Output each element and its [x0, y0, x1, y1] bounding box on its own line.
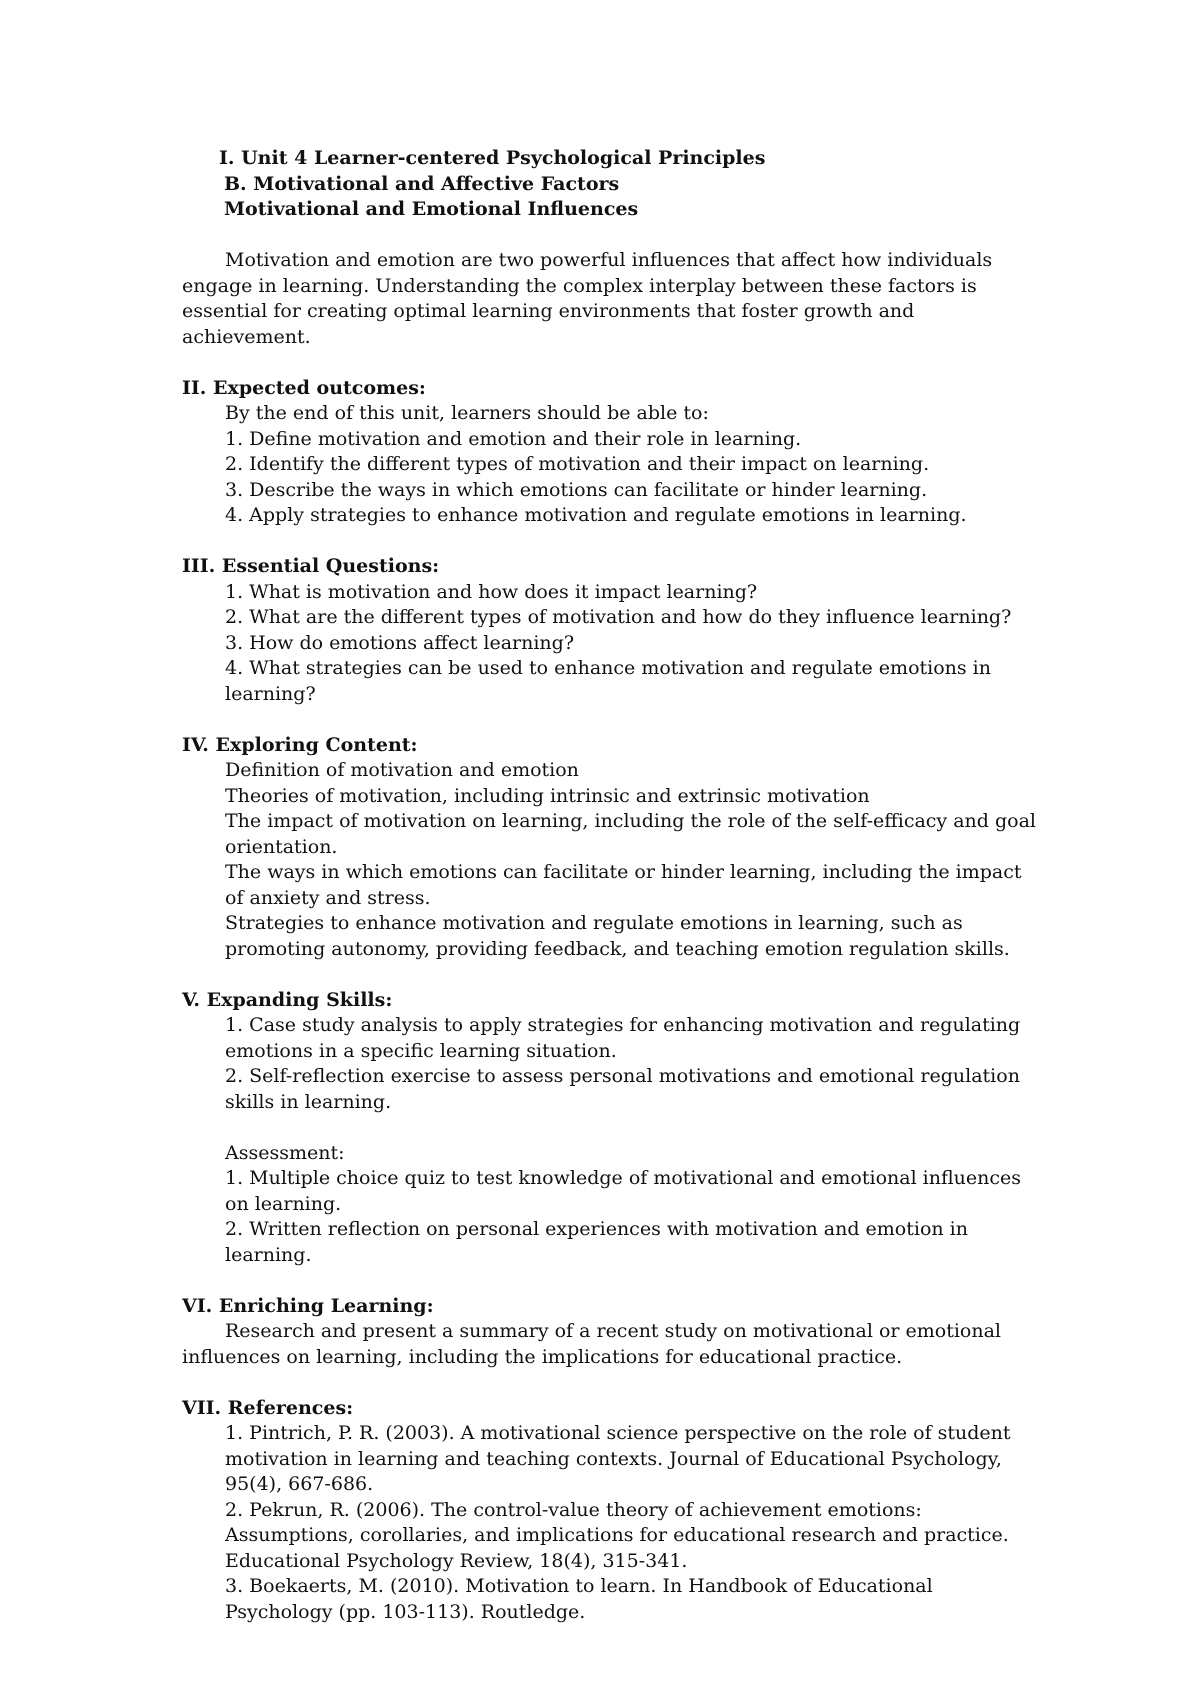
list-item: 1. Multiple choice quiz to test knowledge of motivational and emotional influences on learning. [225, 1167, 1022, 1215]
list-item: Theories of motivation, including intrinsic and extrinsic motivation [225, 784, 870, 807]
outcomes-list [182, 401, 1042, 529]
list-item: The impact of motivation on learning, including the role of the self-efficacy and goal orientation. [225, 810, 1036, 858]
list-item: 3. How do emotions affect learning? [225, 631, 575, 654]
list-item: Strategies to enhance motivation and regulate emotions in learning, such as promoting autonomy, providing feedback, and teaching emotion regulation skills. [225, 912, 1010, 960]
list-item: 1. Define motivation and emotion and their role in learning. [225, 427, 802, 450]
content-heading: IV. Exploring Content: [182, 733, 418, 756]
questions-section [182, 554, 1042, 707]
unit-title: I. Unit 4 Learner-centered Psychological Principles [219, 147, 766, 169]
questions-list [182, 580, 1042, 708]
list-item: 4. What strategies can be used to enhance motivation and regulate emotions in learning? [225, 657, 991, 705]
assessment-label: Assessment: [225, 1141, 345, 1164]
skills-heading: V. Expanding Skills: [182, 988, 393, 1011]
skills-section [182, 988, 1042, 1269]
content-list [182, 758, 1042, 962]
list-item: 2. Written reflection on personal experiences with motivation and emotion in learning. [225, 1218, 968, 1266]
reference-item: 1. Pintrich, P. R. (2003). A motivational science perspective on the role of student motivation in learning and teaching contexts. Journal of Educational Psychology, 95(4), 667-686. [225, 1422, 1011, 1495]
section-subtitle: B. Motivational and Affective Factors [224, 172, 620, 195]
outcomes-lead: By the end of this unit, learners should be able to: [225, 402, 709, 424]
references-section [182, 1396, 1042, 1626]
list-item: The ways in which emotions can facilitate or hinder learning, including the impact of anxiety and stress. [225, 861, 1022, 909]
list-item: 4. Apply strategies to enhance motivation and regulate emotions in learning. [225, 504, 967, 526]
references-list [182, 1421, 1042, 1625]
list-item: 1. Case study analysis to apply strategies for enhancing motivation and regulating emotions in a specific learning situation. [225, 1014, 1021, 1062]
title-block [182, 146, 1042, 223]
list-item: 2. Self-reflection exercise to assess personal motivations and emotional regulation skills in learning. [225, 1065, 1020, 1113]
skills-list [182, 1013, 1042, 1268]
enriching-heading: VI. Enriching Learning: [182, 1294, 434, 1317]
enriching-text: Research and present a summary of a recent study on motivational or emotional influences on learning, including the implications for educational practice. [182, 1320, 1001, 1368]
list-item: 3. Describe the ways in which emotions can facilitate or hinder learning. [225, 478, 928, 501]
references-heading: VII. References: [182, 1396, 354, 1419]
list-item: Definition of motivation and emotion [225, 759, 579, 781]
intro-paragraph: Motivation and emotion are two powerful influences that affect how individuals engage in learning. Understanding the complex interplay between these factors is essential for creating optimal learning environments that foster growth and achievement. [182, 249, 993, 348]
list-item: 2. Identify the different types of motivation and their impact on learning. [225, 453, 930, 475]
questions-heading: III. Essential Questions: [182, 555, 440, 577]
content-section [182, 733, 1042, 963]
outcomes-section [182, 376, 1042, 529]
outcomes-heading: II. Expected outcomes: [182, 376, 426, 399]
document-body [182, 146, 1042, 1625]
reference-item: 3. Boekaerts, M. (2010). Motivation to learn. In Handbook of Educational Psychology (pp. 103-113). Routledge. [225, 1575, 933, 1623]
reference-item: 2. Pekrun, R. (2006). The control-value theory of achievement emotions: Assumptions, corollaries, and implications for educational research and practice. Educational Psychology Review, 18(4), 315-341. [225, 1498, 1009, 1572]
list-item: 1. What is motivation and how does it impact learning? [225, 580, 758, 603]
topic-title: Motivational and Emotional Influences [224, 198, 639, 220]
enriching-section [182, 1294, 1042, 1371]
list-item: 2. What are the different types of motivation and how do they influence learning? [225, 606, 1012, 628]
